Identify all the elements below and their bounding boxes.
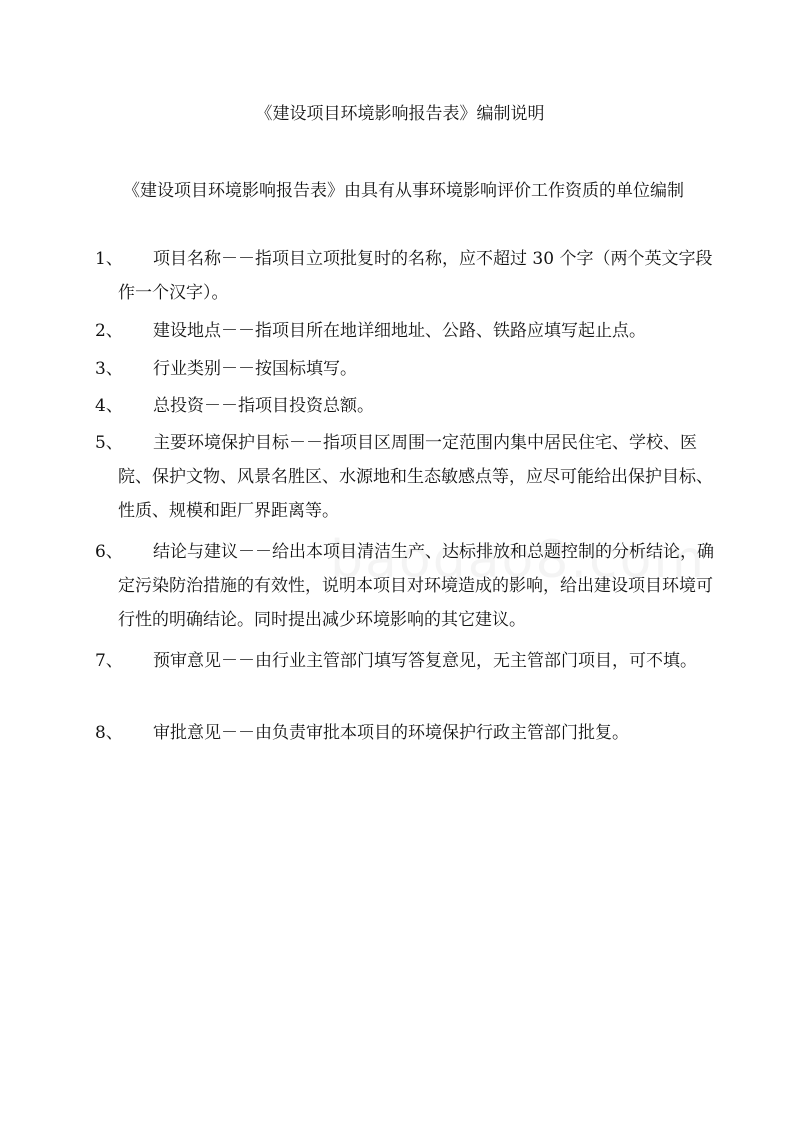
list-item-2 xyxy=(95,314,725,348)
item-text: 审批意见－－由负责审批本项目的环境保护行政主管部门批复。 xyxy=(153,723,629,743)
item-text: 预审意见－－由行业主管部门填写答复意见，无主管部门项目，可不填。 xyxy=(153,651,697,671)
item-number: 4、 xyxy=(95,396,123,416)
list-item-8 xyxy=(95,716,725,750)
list-item-3 xyxy=(95,352,725,386)
item-text: 总投资－－指项目投资总额。 xyxy=(153,396,374,416)
item-number: 1、 xyxy=(95,249,123,269)
item-text: 建设地点－－指项目所在地详细地址、公路、铁路应填写起止点。 xyxy=(153,321,646,341)
list-item-1 xyxy=(95,242,725,310)
item-number: 6、 xyxy=(95,542,123,562)
intro-paragraph: 《建设项目环境影响报告表》由具有从事环境影响评价工作资质的单位编制 xyxy=(123,181,684,201)
document-title: 《建设项目环境影响报告表》编制说明 xyxy=(255,104,545,124)
item-text: 主要环境保护目标－－指项目区周围一定范围内集中居民住宅、学校、医院、保护文物、风景名胜区、水源地和生态敏感点等，应尽可能给出保护目标、性质、规模和距厂界距离等。 xyxy=(118,433,713,521)
item-number: 3、 xyxy=(95,359,123,379)
list-item-5 xyxy=(95,426,725,528)
item-number: 8、 xyxy=(95,723,123,743)
item-number: 2、 xyxy=(95,321,123,341)
list-item-4 xyxy=(95,389,725,423)
item-text: 结论与建议－－给出本项目清洁生产、达标排放和总题控制的分析结论，确定污染防治措施的有效性，说明本项目对环境造成的影响，给出建设项目环境可行性的明确结论。同时提出减少环境影响的其它建议。 xyxy=(118,542,714,630)
item-number: 5、 xyxy=(95,433,123,453)
list-item-7 xyxy=(95,644,725,678)
item-text: 行业类别－－按国标填写。 xyxy=(153,359,357,379)
item-number: 7、 xyxy=(95,651,123,671)
list-item-6 xyxy=(95,535,725,637)
item-text: 项目名称－－指项目立项批复时的名称，应不超过 30 个字（两个英文字段作一个汉字）。 xyxy=(118,249,713,303)
